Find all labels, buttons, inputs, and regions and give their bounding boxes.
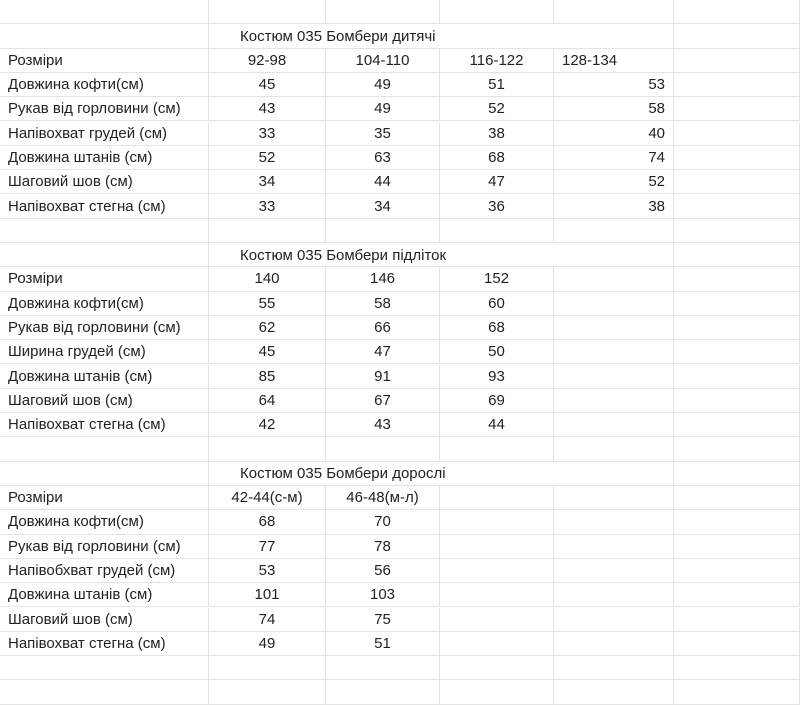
size-header[interactable]: 128-134 [554, 49, 674, 73]
empty-row [0, 656, 800, 680]
empty-cell[interactable] [554, 583, 674, 607]
empty-cell[interactable] [326, 656, 440, 680]
measurement-value[interactable]: 64 [209, 389, 326, 413]
measurement-value[interactable]: 51 [440, 73, 554, 97]
measurement-row [0, 73, 800, 97]
measurement-label[interactable]: Рукав від горловини (см) [0, 316, 209, 340]
measurement-row [0, 170, 800, 194]
measurement-value[interactable]: 53 [209, 559, 326, 583]
measurement-value[interactable]: 35 [326, 122, 440, 146]
empty-cell[interactable] [674, 243, 800, 267]
measurement-value[interactable]: 43 [326, 413, 440, 437]
sizes-header-row [0, 49, 800, 73]
empty-cell[interactable] [554, 462, 674, 486]
empty-cell[interactable] [440, 559, 554, 583]
measurement-value[interactable]: 34 [209, 170, 326, 194]
measurement-value[interactable]: 33 [209, 122, 326, 146]
empty-cell[interactable] [209, 0, 326, 24]
measurement-value[interactable]: 44 [440, 413, 554, 437]
sizes-label[interactable]: Розміри [0, 486, 209, 510]
measurement-value[interactable]: 74 [209, 608, 326, 632]
section-title-row [0, 243, 800, 267]
section-title: Костюм 035 Бомбери дорослі [240, 465, 446, 483]
measurement-value[interactable]: 49 [326, 73, 440, 97]
size-header[interactable]: 92-98 [209, 49, 326, 73]
empty-row [0, 437, 800, 461]
measurement-value[interactable]: 77 [209, 535, 326, 559]
measurement-value[interactable]: 52 [440, 97, 554, 121]
measurement-value[interactable]: 44 [326, 170, 440, 194]
empty-cell[interactable] [209, 656, 326, 680]
measurement-value[interactable]: 75 [326, 608, 440, 632]
empty-cell[interactable] [554, 510, 674, 534]
empty-cell[interactable] [674, 219, 800, 243]
measurement-value[interactable]: 38 [440, 122, 554, 146]
measurement-value[interactable]: 52 [554, 170, 674, 194]
empty-cell[interactable] [0, 437, 209, 461]
empty-cell[interactable] [674, 73, 800, 97]
empty-cell[interactable] [554, 535, 674, 559]
empty-cell[interactable] [554, 413, 674, 437]
measurement-label[interactable]: Шаговий шов (см) [0, 608, 209, 632]
section-title-row [0, 462, 800, 486]
empty-cell[interactable] [674, 146, 800, 170]
measurement-value[interactable]: 62 [209, 316, 326, 340]
section-title: Костюм 035 Бомбери підліток [240, 246, 447, 264]
measurement-value[interactable]: 69 [440, 389, 554, 413]
measurement-value[interactable]: 60 [440, 292, 554, 316]
measurement-row [0, 340, 800, 364]
empty-cell[interactable] [674, 608, 800, 632]
empty-cell[interactable] [440, 0, 554, 24]
empty-cell[interactable] [440, 632, 554, 656]
measurement-row [0, 97, 800, 121]
empty-cell[interactable] [674, 437, 800, 461]
empty-cell[interactable] [674, 535, 800, 559]
empty-cell[interactable] [209, 680, 326, 704]
measurement-value[interactable]: 36 [440, 194, 554, 218]
size-header[interactable]: 46-48(м-л) [326, 486, 440, 510]
measurement-row [0, 292, 800, 316]
empty-cell[interactable] [674, 413, 800, 437]
measurement-value[interactable]: 56 [326, 559, 440, 583]
measurement-value[interactable]: 68 [440, 316, 554, 340]
empty-cell[interactable] [554, 559, 674, 583]
measurement-row [0, 316, 800, 340]
measurement-value[interactable]: 52 [209, 146, 326, 170]
empty-cell[interactable] [209, 219, 326, 243]
measurement-label[interactable]: Напівохват стегна (см) [0, 194, 209, 218]
empty-cell[interactable] [674, 340, 800, 364]
measurement-value[interactable]: 74 [554, 146, 674, 170]
measurement-value[interactable]: 45 [209, 340, 326, 364]
empty-cell[interactable] [440, 510, 554, 534]
empty-cell[interactable] [554, 243, 674, 267]
empty-cell[interactable] [440, 608, 554, 632]
measurement-value[interactable]: 42 [209, 413, 326, 437]
empty-cell[interactable] [0, 243, 209, 267]
empty-cell[interactable] [554, 292, 674, 316]
measurement-value[interactable]: 68 [440, 146, 554, 170]
measurement-label[interactable]: Напівобхват грудей (см) [0, 559, 209, 583]
measurement-value[interactable]: 66 [326, 316, 440, 340]
empty-cell[interactable] [674, 97, 800, 121]
measurement-row [0, 365, 800, 389]
empty-cell[interactable] [0, 24, 209, 48]
empty-cell[interactable] [440, 462, 554, 486]
measurement-label[interactable]: Довжина штанів (см) [0, 365, 209, 389]
empty-cell[interactable] [440, 535, 554, 559]
measurement-label[interactable]: Довжина штанів (см) [0, 583, 209, 607]
empty-cell[interactable] [0, 656, 209, 680]
size-header[interactable]: 42-44(с-м) [209, 486, 326, 510]
empty-cell[interactable] [674, 559, 800, 583]
measurement-row [0, 122, 800, 146]
empty-cell[interactable] [0, 680, 209, 704]
measurement-value[interactable]: 43 [209, 97, 326, 121]
empty-cell[interactable] [554, 0, 674, 24]
empty-cell[interactable] [440, 680, 554, 704]
sizes-label[interactable]: Розміри [0, 267, 209, 291]
empty-cell[interactable] [674, 122, 800, 146]
empty-cell[interactable] [674, 389, 800, 413]
empty-cell[interactable] [674, 0, 800, 24]
empty-cell[interactable] [674, 462, 800, 486]
measurement-label[interactable]: Напівохват стегна (см) [0, 632, 209, 656]
empty-cell[interactable] [554, 267, 674, 291]
measurement-value[interactable]: 67 [326, 389, 440, 413]
measurement-row [0, 559, 800, 583]
empty-cell[interactable] [554, 389, 674, 413]
empty-cell[interactable] [554, 219, 674, 243]
measurement-label[interactable]: Довжина кофти(см) [0, 292, 209, 316]
empty-cell[interactable] [0, 0, 209, 24]
measurement-value[interactable]: 58 [554, 97, 674, 121]
measurement-value[interactable]: 93 [440, 365, 554, 389]
empty-cell[interactable] [674, 267, 800, 291]
empty-cell[interactable] [0, 219, 209, 243]
empty-cell[interactable] [674, 680, 800, 704]
measurement-value[interactable]: 103 [326, 583, 440, 607]
empty-cell[interactable] [440, 583, 554, 607]
empty-cell[interactable] [554, 656, 674, 680]
measurement-label[interactable]: Напівохват грудей (см) [0, 122, 209, 146]
measurement-value[interactable]: 49 [326, 97, 440, 121]
measurement-row [0, 510, 800, 534]
measurement-label[interactable]: Довжина штанів (см) [0, 146, 209, 170]
empty-cell[interactable] [674, 365, 800, 389]
measurement-value[interactable]: 70 [326, 510, 440, 534]
empty-cell[interactable] [674, 632, 800, 656]
empty-cell[interactable] [554, 437, 674, 461]
empty-cell[interactable] [440, 486, 554, 510]
empty-cell[interactable] [326, 0, 440, 24]
measurement-label[interactable]: Довжина кофти(см) [0, 73, 209, 97]
measurement-value[interactable]: 40 [554, 122, 674, 146]
measurement-value[interactable]: 63 [326, 146, 440, 170]
empty-cell[interactable] [554, 316, 674, 340]
measurement-label[interactable]: Напівохват стегна (см) [0, 413, 209, 437]
empty-cell[interactable] [674, 24, 800, 48]
empty-cell[interactable] [440, 437, 554, 461]
size-header[interactable]: 104-110 [326, 49, 440, 73]
empty-cell[interactable] [674, 583, 800, 607]
sizes-label[interactable]: Розміри [0, 49, 209, 73]
measurement-value[interactable]: 33 [209, 194, 326, 218]
measurement-value[interactable]: 50 [440, 340, 554, 364]
measurement-row [0, 389, 800, 413]
measurement-value[interactable]: 45 [209, 73, 326, 97]
measurement-value[interactable]: 85 [209, 365, 326, 389]
empty-cell[interactable] [0, 462, 209, 486]
measurement-label[interactable]: Шаговий шов (см) [0, 170, 209, 194]
measurement-row [0, 632, 800, 656]
empty-cell[interactable] [440, 219, 554, 243]
size-header[interactable]: 116-122 [440, 49, 554, 73]
measurement-row [0, 608, 800, 632]
empty-cell[interactable] [326, 680, 440, 704]
empty-cell[interactable] [674, 170, 800, 194]
empty-cell[interactable] [440, 656, 554, 680]
measurement-value[interactable]: 68 [209, 510, 326, 534]
empty-cell[interactable] [209, 437, 326, 461]
measurement-value[interactable]: 55 [209, 292, 326, 316]
empty-cell[interactable] [674, 510, 800, 534]
empty-cell[interactable] [554, 680, 674, 704]
measurement-label[interactable]: Рукав від горловини (см) [0, 97, 209, 121]
measurement-value[interactable]: 51 [326, 632, 440, 656]
empty-cell[interactable] [674, 316, 800, 340]
empty-row [0, 680, 800, 704]
measurement-value[interactable]: 53 [554, 73, 674, 97]
measurement-value[interactable]: 47 [440, 170, 554, 194]
section-title: Костюм 035 Бомбери дитячі [240, 27, 436, 45]
measurement-value[interactable]: 58 [326, 292, 440, 316]
empty-cell[interactable] [674, 292, 800, 316]
empty-cell[interactable] [674, 656, 800, 680]
sizes-header-row [0, 267, 800, 291]
empty-cell[interactable] [554, 340, 674, 364]
empty-cell[interactable] [440, 243, 554, 267]
empty-cell[interactable] [674, 486, 800, 510]
measurement-value[interactable]: 47 [326, 340, 440, 364]
measurement-row [0, 413, 800, 437]
measurement-row [0, 146, 800, 170]
measurement-label[interactable]: Шаговий шов (см) [0, 389, 209, 413]
empty-cell[interactable] [554, 24, 674, 48]
measurement-label[interactable]: Ширина грудей (см) [0, 340, 209, 364]
sizes-header-row [0, 486, 800, 510]
measurement-value[interactable]: 78 [326, 535, 440, 559]
measurement-value[interactable]: 34 [326, 194, 440, 218]
empty-row [0, 219, 800, 243]
measurement-value[interactable]: 91 [326, 365, 440, 389]
empty-cell[interactable] [554, 632, 674, 656]
empty-cell[interactable] [554, 608, 674, 632]
measurement-row [0, 535, 800, 559]
size-header[interactable]: 140 [209, 267, 326, 291]
measurement-row [0, 583, 800, 607]
measurement-value[interactable]: 101 [209, 583, 326, 607]
size-header[interactable]: 146 [326, 267, 440, 291]
empty-cell[interactable] [326, 219, 440, 243]
empty-cell[interactable] [674, 49, 800, 73]
measurement-value[interactable]: 49 [209, 632, 326, 656]
empty-cell[interactable] [554, 486, 674, 510]
empty-cell[interactable] [674, 194, 800, 218]
measurement-label[interactable]: Рукав від горловини (см) [0, 535, 209, 559]
empty-cell[interactable] [554, 365, 674, 389]
empty-cell[interactable] [326, 437, 440, 461]
measurement-label[interactable]: Довжина кофти(см) [0, 510, 209, 534]
measurement-value[interactable]: 38 [554, 194, 674, 218]
empty-row [0, 0, 800, 24]
measurement-row [0, 194, 800, 218]
size-header[interactable]: 152 [440, 267, 554, 291]
section-title-row [0, 24, 800, 48]
empty-cell[interactable] [440, 24, 554, 48]
